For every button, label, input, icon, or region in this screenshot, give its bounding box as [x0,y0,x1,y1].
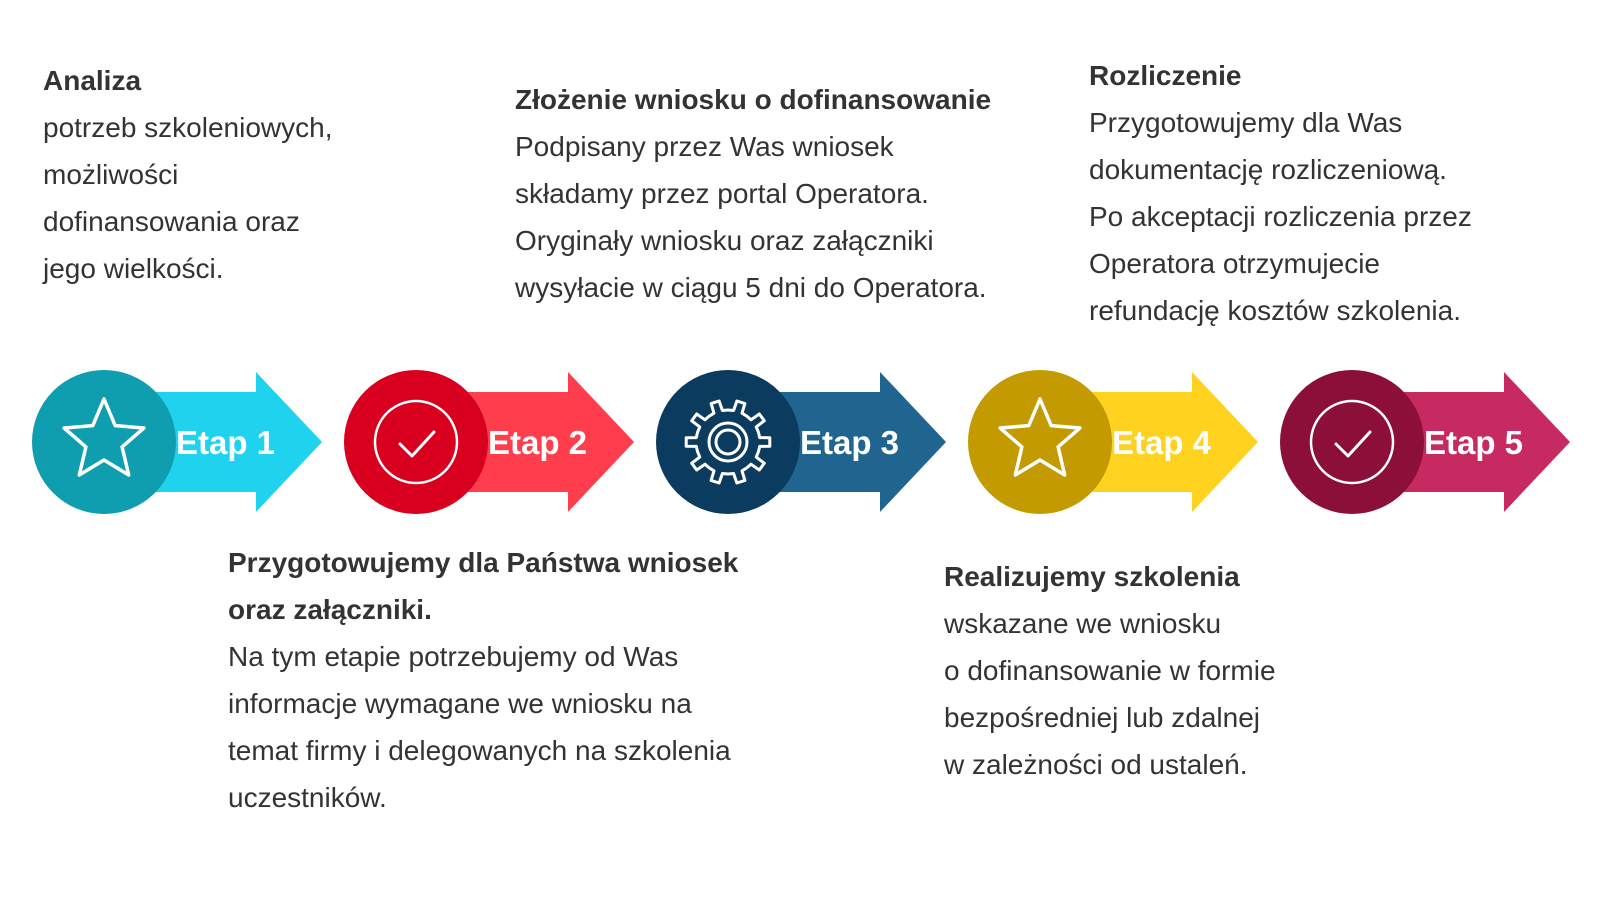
step-1-line: potrzeb szkoleniowych, [43,112,333,143]
step-2-label: Etap 2 [488,424,588,461]
step-5-arrow [1280,370,1570,514]
step-4-label: Etap 4 [1112,424,1212,461]
step-5-circle [1280,370,1424,514]
step-2-line: uczestników. [228,782,387,813]
step-1-circle [32,370,176,514]
step-4-line: wskazane we wniosku [944,608,1222,639]
step-4-line: o dofinansowanie w formie [944,655,1276,686]
step-1-label: Etap 1 [176,424,276,461]
step-2-title: Przygotowujemy dla Państwa wniosek [228,547,739,578]
step-3-line: Podpisany przez Was wniosek [515,131,894,162]
step-1-line: dofinansowania oraz [43,206,300,237]
step-3-title: Złożenie wniosku o dofinansowanie [515,84,992,115]
step-2-line: informacje wymagane we wniosku na [228,688,692,719]
step-4-title: Realizujemy szkolenia [944,561,1240,592]
step-4-arrow [968,370,1258,514]
step-5-title: Rozliczenie [1089,60,1242,91]
step-1-title: Analiza [43,65,142,96]
step-5-line: dokumentację rozliczeniową. [1089,154,1447,185]
step-2-circle [344,370,488,514]
step-4-line: bezpośredniej lub zdalnej [944,702,1260,733]
step-3-circle [656,370,800,514]
step-3-arrow [656,370,946,514]
step-4-circle [968,370,1112,514]
step-2-line: temat firmy i delegowanych na szkolenia [228,735,731,766]
step-2-line: Na tym etapie potrzebujemy od Was [228,641,679,672]
step-3-line: Oryginały wniosku oraz załączniki [515,225,934,256]
step-5-line: refundację kosztów szkolenia. [1089,295,1461,326]
step-3-label: Etap 3 [800,424,900,461]
step-5-line: Przygotowujemy dla Was [1089,107,1403,138]
step-5-line: Operatora otrzymujecie [1089,248,1381,279]
step-5-line: Po akceptacji rozliczenia przez [1089,201,1472,232]
step-3-line: wysyłacie w ciągu 5 dni do Operatora. [515,272,987,303]
step-3-line: składamy przez portal Operatora. [515,178,929,209]
step-4-line: w zależności od ustaleń. [944,749,1248,780]
step-1-line: jego wielkości. [43,253,224,284]
step-1-line: możliwości [43,159,179,190]
step-5-label: Etap 5 [1424,424,1524,461]
step-1-arrow [32,370,322,514]
step-2-arrow [344,370,634,514]
step-2-title: oraz załączniki. [228,594,432,625]
